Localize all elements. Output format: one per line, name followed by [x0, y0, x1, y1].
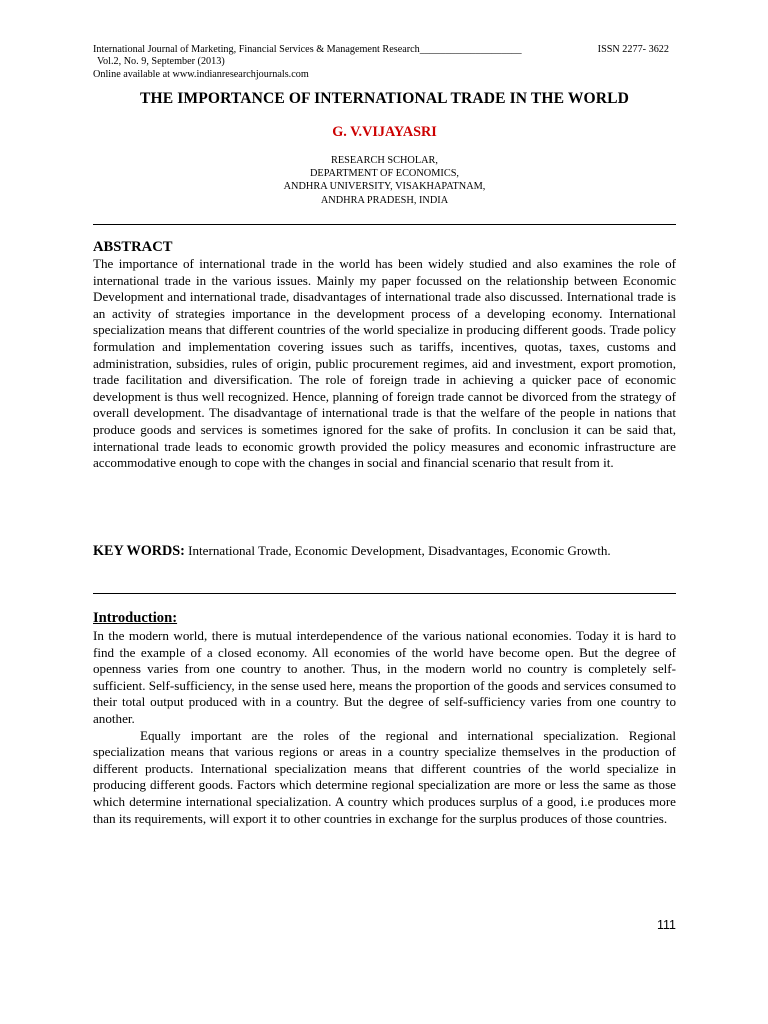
affiliation-line: RESEARCH SCHOLAR, — [331, 155, 438, 166]
paper-title: THE IMPORTANCE OF INTERNATIONAL TRADE IN THE WORLD — [140, 90, 629, 107]
author-name: G. V.VIJAYASRI — [332, 124, 437, 140]
affiliation-line: DEPARTMENT OF ECONOMICS, — [310, 168, 459, 180]
journal-header-line — [93, 44, 683, 56]
introduction-paragraph: Equally important are the roles of the regional and international specialization. Regional specialization means that various regions or areas in a country specialize themselves in the production of different products. International specialization means that different countries of the world specialize in producing different goods. Factors which determine regional specialization are more or less the same as those which determine international specialization. A country which produces surplus of a good, i.e produces more than its requirements, will export it to other countries in exchange for the surplus produces of those countries. — [93, 727, 676, 826]
divider — [93, 593, 676, 594]
abstract-text: The importance of international trade in the world has been widely studied and also examines the role of international trade in the various issues. Mainly my paper focussed on the relationship between Economic Development and international trade, disadvantages of international trade also discussed. International trade is an activity of strategies importance in the development process of a developing economy. International specialization means that different countries of the world specialize in producing different goods. Trade policy formulation and implementation covering issues such as tariffs, incentives, quotas, taxes, customs and administration, subsidies, rules of origin, public procurement regimes, aid and investment, export promotion, trade facilitation and diversification. The role of foreign trade in achieving a quicker pace of economic development is thus well recognized. Hence, planning of foreign trade cannot be divorced from the strategy of overall development. The disadvantage of international trade is that the welfare of the people in nations that produce goods and services is sometimes ignored for the sake of profits. In conclusion it can be said that, international trade leads to economic growth provided the policy measures and economic infrastructure are accommodative enough to cope with the changes in social and financial scenario that result from it. — [93, 256, 676, 471]
keywords — [93, 543, 676, 560]
journal-volume: Vol.2, No. 9, September (2013) — [97, 56, 225, 68]
issn: ISSN 2277- 3622 — [597, 44, 669, 55]
journal-name: International Journal of Marketing, Financial Services & Management Research____________________ — [93, 44, 522, 55]
introduction-heading: Introduction: — [93, 610, 178, 626]
journal-online: Online available at www.indianresearchjournals.com — [93, 68, 309, 80]
introduction-paragraph: In the modern world, there is mutual interdependence of the various national economies. Today it is hard to find the example of a closed economy. All economies of the world have become open. But the degree of openness varies from one country to another. Thus, in the modern world no country is completely self-sufficient. Self-sufficiency, in the sense used here, means the proportion of the goods and services consumed to their total output produced with in a country. But the degree of self-sufficiency varies from one country to another. — [93, 628, 676, 726]
journal-header — [93, 44, 683, 81]
abstract-heading: ABSTRACT — [93, 239, 173, 255]
author-affiliation — [93, 154, 676, 207]
divider — [93, 224, 676, 225]
affiliation-line: ANDHRA PRADESH, INDIA — [320, 194, 449, 206]
keywords-text: International Trade, Economic Development, Disadvantages, Economic Growth. — [184, 543, 611, 558]
keywords-label: KEY WORDS: — [93, 543, 185, 559]
page-number: 111 — [656, 918, 676, 932]
introduction-body — [93, 628, 676, 827]
affiliation-line: ANDHRA UNIVERSITY, VISAKHAPATNAM, — [283, 181, 486, 193]
